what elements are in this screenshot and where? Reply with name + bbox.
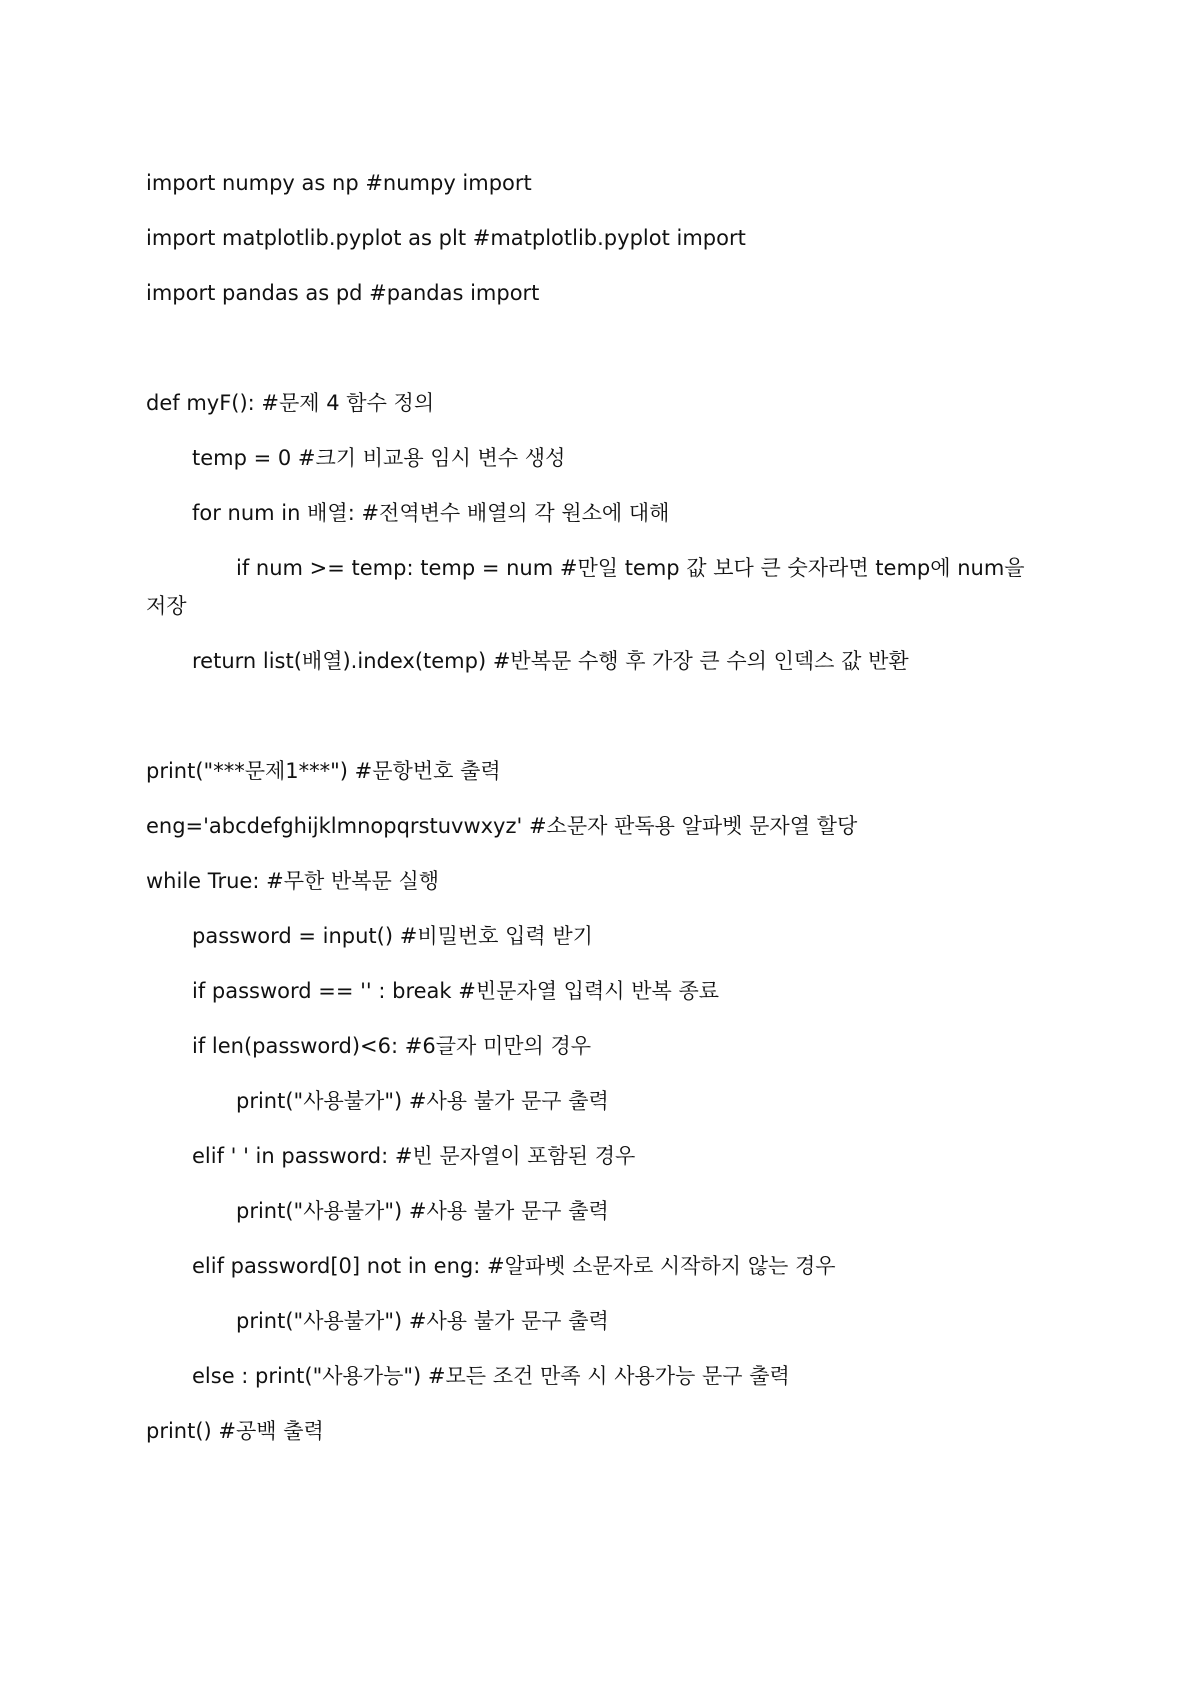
code-line-if-compare: if num >= temp: temp = num #만일 temp 값 보다 큰 숫자라면 temp에 num을: [236, 556, 1025, 580]
code-line-password-input: password = input() #비밀번호 입력 받기: [192, 924, 593, 948]
code-line-for-loop: for num in 배열: #전역변수 배열의 각 원소에 대해: [192, 501, 670, 525]
code-line-if-empty-break: if password == '' : break #빈문자열 입력시 반복 종료: [192, 979, 720, 1003]
code-line-print-title: print("***문제1***") #문항번호 출력: [146, 759, 501, 783]
code-line-def-myf: def myF(): #문제 4 함수 정의: [146, 391, 435, 415]
code-line-eng-assign: eng='abcdefghijklmnopqrstuvwxyz' #소문자 판독용 알파벳 문자열 할당: [146, 814, 858, 838]
code-line-print-unusable-2: print("사용불가") #사용 불가 문구 출력: [236, 1199, 609, 1223]
code-line-print-blank: print() #공백 출력: [146, 1419, 324, 1443]
code-line-else-usable: else : print("사용가능") #모든 조건 만족 시 사용가능 문구 출력: [192, 1364, 790, 1388]
code-line-while: while True: #무한 반복문 실행: [146, 869, 440, 893]
code-line-elif-lowercase: elif password[0] not in eng: #알파벳 소문자로 시작하지 않는 경우: [192, 1254, 836, 1278]
code-line-return: return list(배열).index(temp) #반복문 수행 후 가장 큰 수의 인덱스 값 반환: [192, 649, 909, 673]
code-line-import-pandas: import pandas as pd #pandas import: [146, 281, 540, 305]
code-line-import-matplotlib: import matplotlib.pyplot as plt #matplotlib.pyplot import: [146, 226, 746, 250]
code-line-print-unusable-3: print("사용불가") #사용 불가 문구 출력: [236, 1309, 609, 1333]
code-line-wrapped-continuation: 저장: [146, 594, 187, 618]
code-line-if-len: if len(password)<6: #6글자 미만의 경우: [192, 1034, 592, 1058]
code-line-print-unusable-1: print("사용불가") #사용 불가 문구 출력: [236, 1089, 609, 1113]
code-line-temp-init: temp = 0 #크기 비교용 임시 변수 생성: [192, 446, 566, 470]
code-line-elif-space: elif ' ' in password: #빈 문자열이 포함된 경우: [192, 1144, 636, 1168]
code-line-import-numpy: import numpy as np #numpy import: [146, 171, 532, 195]
